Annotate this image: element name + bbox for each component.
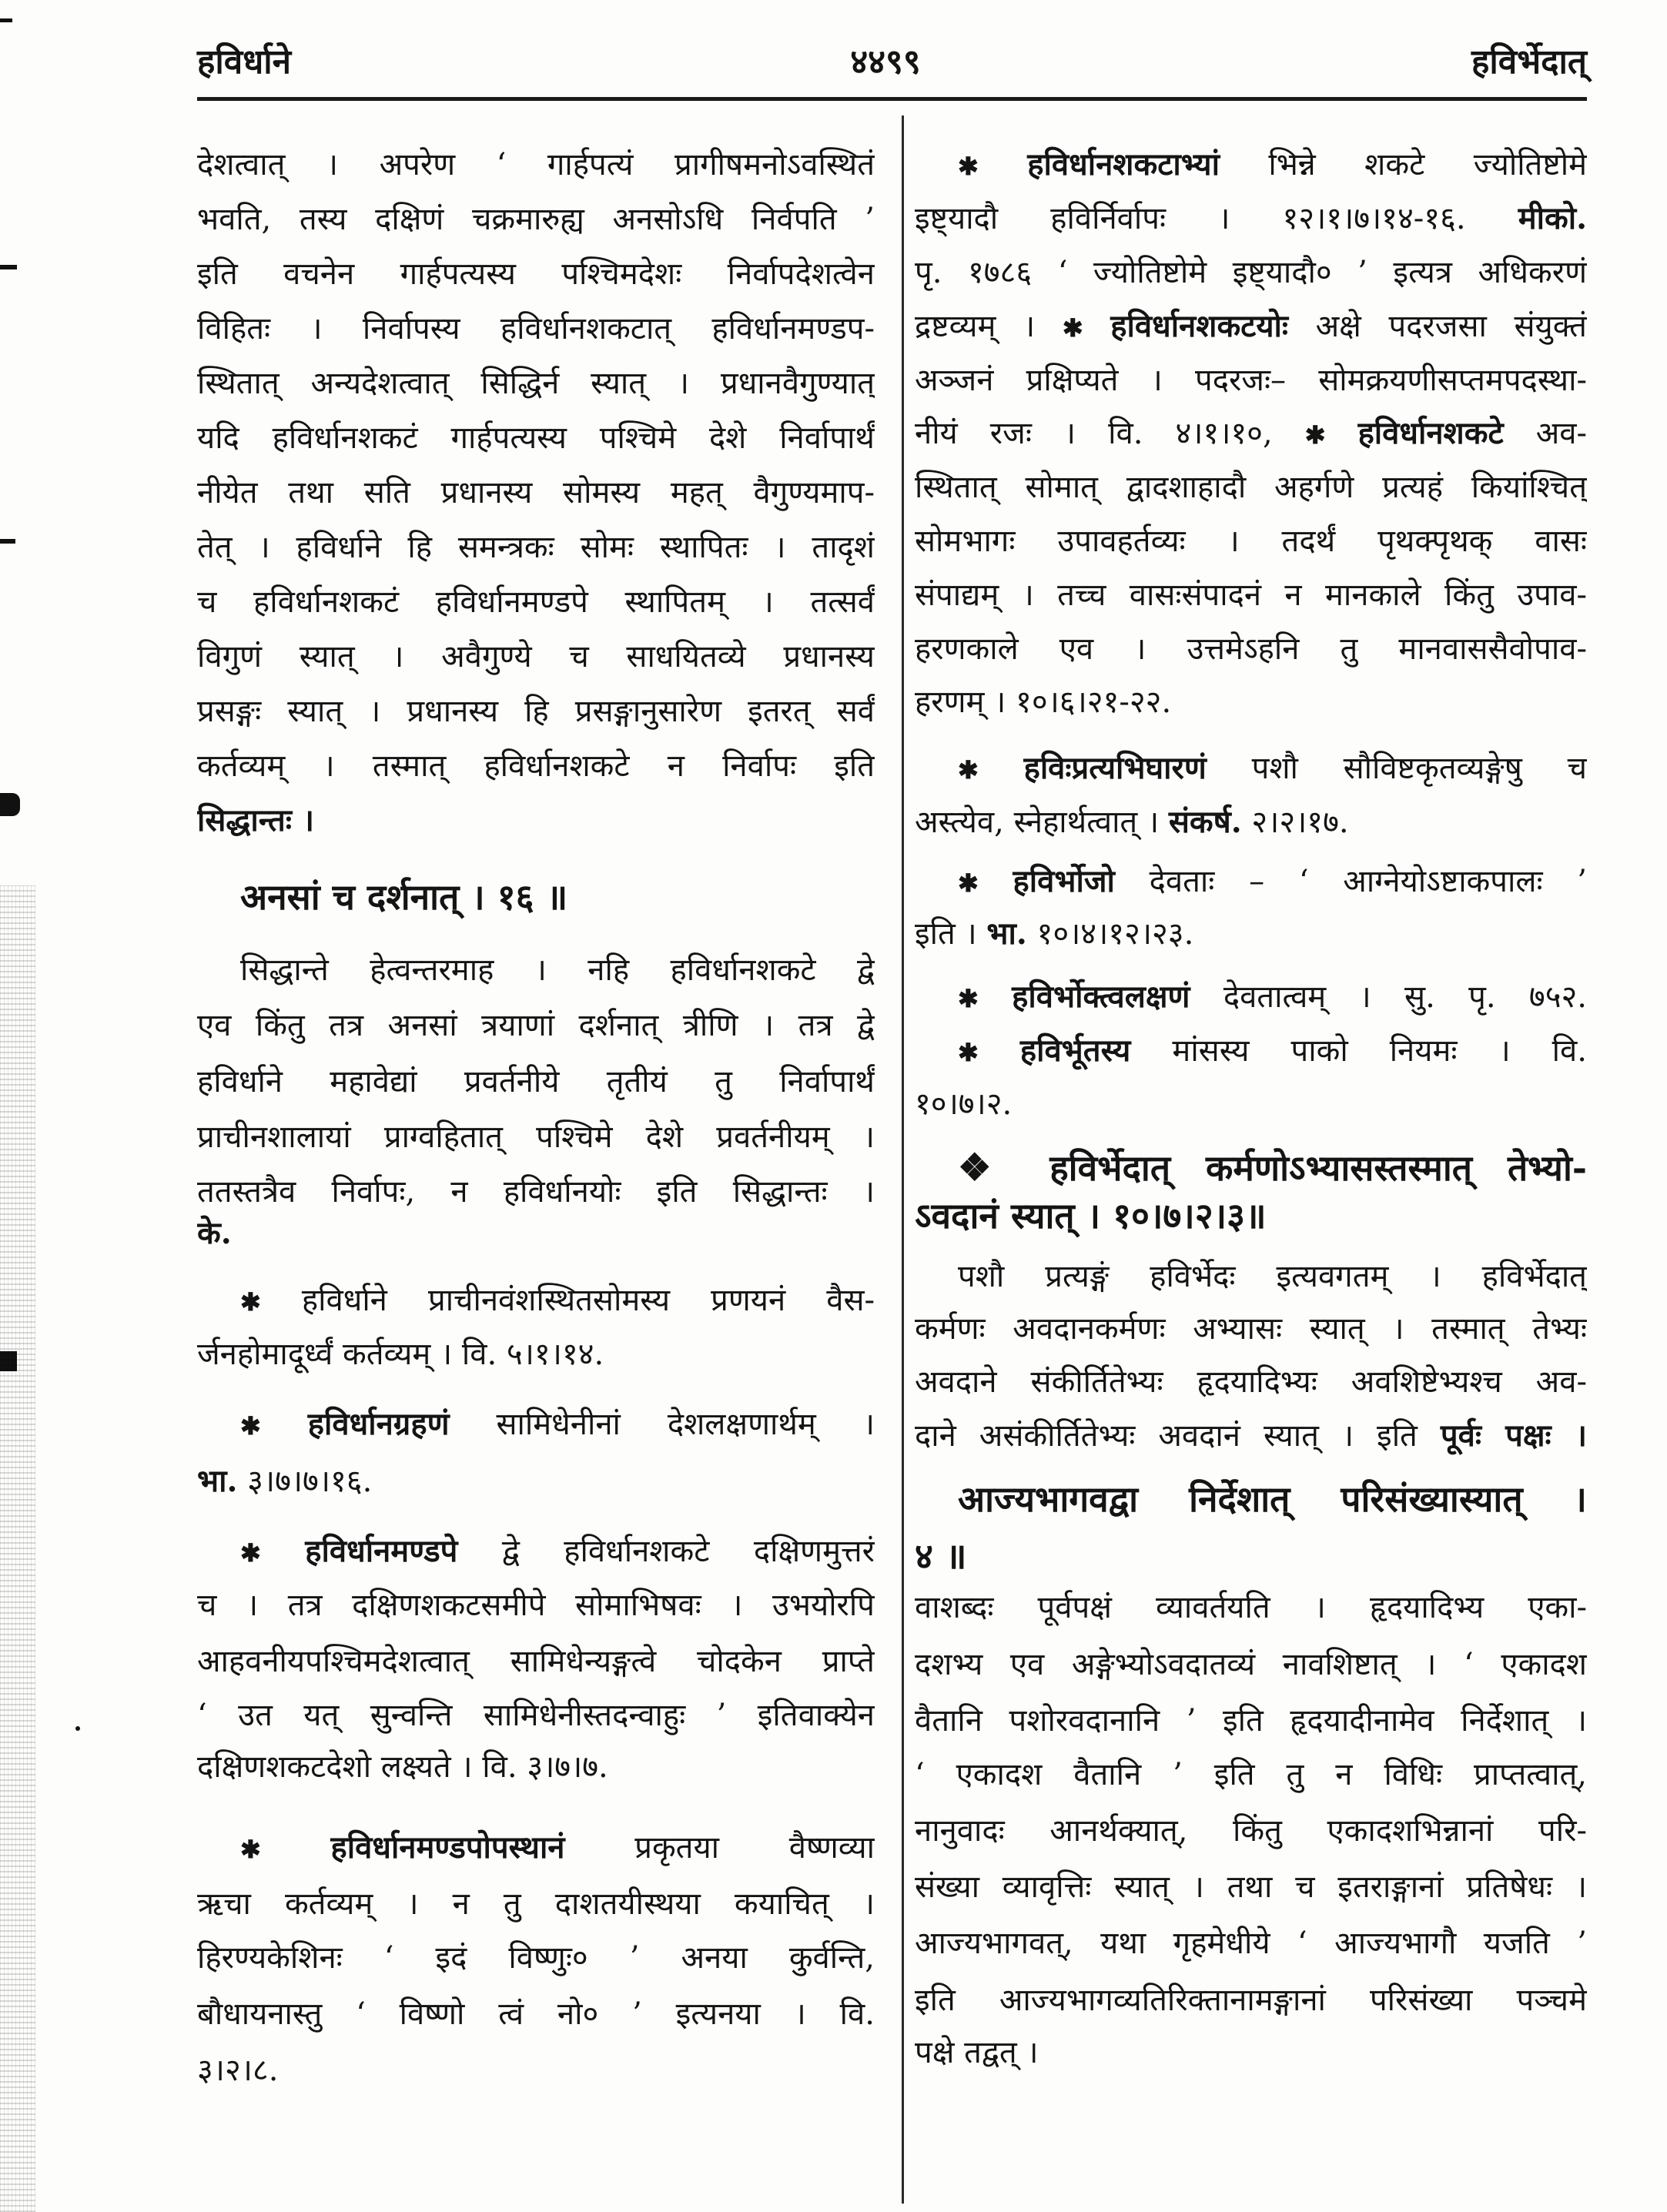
text-line: स्थितात् सोमात् द्वादशाहादौ अहर्गणे प्रत्यहं कियांश्चित् [915, 470, 1587, 505]
text-line: पृ. १७८६ ‘ ज्योतिष्टोमे इष्ट्यादौ० ’ इत्यत्र अधिकरणं [915, 255, 1587, 290]
entry-headword: हविर्धानग्रहणं [307, 1406, 450, 1442]
scan-artifact [75, 1726, 80, 1731]
text-line: हरणकाले एव । उत्तमेऽहनि तु मानवाससैवोपाव- [915, 631, 1587, 667]
text-line: बौधायनास्तु ‘ विष्णो त्वं नो० ’ इत्यनया । वि. [197, 1996, 875, 2032]
entry-text: पशौ सौविष्टकृतव्यङ्गेषु च [1251, 751, 1587, 786]
source-abbreviation: भा. [197, 1463, 238, 1499]
entry-text: नीयं रजः । वि. ४।१।१०, [915, 416, 1273, 451]
entry-text: इष्ट्यादौ हविर्निर्वापः । १२।१।७।१४-१६. [915, 201, 1466, 236]
entry-text: देवताः – ‘ आग्नेयोऽष्टाकपालः ’ [1149, 864, 1587, 899]
scan-artifact [0, 539, 15, 544]
reference-number: २।२।१७. [1251, 805, 1349, 840]
scan-edge-noise [0, 885, 35, 2212]
source-abbreviation: भा. [986, 915, 1027, 952]
text-line [915, 798, 1587, 847]
sutra-line: ४ ॥ [915, 1535, 967, 1577]
text-line: पशौ प्रत्यङ्गं हविर्भेदः इत्यवगतम् । हविर्भेदात् [958, 1259, 1587, 1294]
text-line: इति आज्यभागव्यतिरिक्तानामङ्गानां परिसंख्या पञ्चमे [915, 1983, 1587, 2018]
entry-headword: हविर्भोक्त्वलक्षणं [1012, 979, 1190, 1015]
entry-star-icon: ✱ [240, 1287, 261, 1317]
text-line: सोमभागः उपावहर्तव्यः । तदर्थं पृथक्पृथक् वासः [915, 524, 1587, 559]
entry-headword: हविर्धानशकटाभ्यां [1027, 146, 1220, 182]
entry-headword: हविर्भूतस्य [1019, 1032, 1131, 1069]
page-number: ४४९९ [850, 42, 921, 82]
entry-star-icon: ✱ [958, 984, 979, 1013]
text-line: नीयेत तथा सति प्रधानस्य सोमस्य महत् वैगुण्यमाप- [197, 475, 875, 510]
text-line: स्थितात् अन्यदेशत्वात् सिद्धिर्न स्यात् । प्रधानवैगुण्यात् [197, 366, 875, 401]
text-line [915, 409, 1587, 458]
entry-star-icon: ✱ [958, 152, 979, 181]
text-line: यदि हविर्धानशकटं गार्हपत्यस्य पश्चिमे देशे निर्वापार्थं [197, 420, 875, 456]
text-line: ततस्तत्रैव निर्वापः, न हविर्धानयोः इति सिद्धान्तः । [197, 1174, 875, 1210]
text-line: विहितः । निर्वापस्य हविर्धानशकटात् हविर्धानमण्डप- [197, 311, 875, 346]
text-line: १०।७।२. [915, 1086, 1013, 1122]
entry-headword: हविःप्रत्यभिघारणं [1023, 750, 1207, 786]
entry-text: अक्षे पदरजसा संयुक्तं [1315, 309, 1587, 344]
text-line: कर्मणः अवदानकर्मणः अभ्यासः स्यात् । तस्मात् तेभ्यः [915, 1311, 1587, 1347]
entry-text: अस्त्येव, स्नेहार्थत्वात् । [915, 805, 1160, 840]
purvapaksha-label: पूर्वः पक्षः । [1440, 1417, 1587, 1454]
entry-star-icon: ✱ [1062, 313, 1083, 343]
text-line: प्राचीनशालायां प्राग्वहितात् पश्चिमे देशे प्रवर्तनीयम् । [197, 1119, 875, 1155]
text-line: वैतानि पशोरवदानानि ’ इति हृदयादीनामेव निर्देशात् । [915, 1703, 1587, 1738]
reference-number: ३।७।७।१६. [247, 1464, 373, 1499]
entry-first-line [197, 1823, 875, 1872]
text-line: ऋचा कर्तव्यम् । न तु दाशतयीस्थया कयाचित् । [197, 1886, 875, 1922]
text-line [915, 302, 1587, 351]
text-line [197, 1457, 875, 1506]
entry-text: द्रष्टव्यम् । [915, 309, 1036, 344]
text-line: हविर्धाने महावेद्यां प्रवर्तनीये तृतीयं तु निर्वापार्थं [197, 1064, 875, 1099]
text-line: इति वचनेन गार्हपत्यस्य पश्चिमदेशः निर्वापदेशत्वेन [197, 256, 875, 292]
text-line [915, 1411, 1587, 1461]
entry-star-icon: ✱ [240, 1835, 261, 1864]
sutra-line: ऽवदानं स्यात् । १०।७।२।३॥ [915, 1195, 1267, 1237]
text-line: दशभ्य एव अङ्गेभ्योऽवदातव्यं नावशिष्टात् । ‘ एकादश [915, 1647, 1587, 1682]
entry-text: देवतात्वम् । सु. पृ. ७५२. [1223, 979, 1587, 1015]
text-line: संख्या व्यावृत्तिः स्यात् । तथा च इतराङ्गानां प्रतिषेधः । [915, 1869, 1587, 1905]
sutra-text: हविर्भेदात् कर्मणोऽभ्यासस्तस्मात् तेभ्यो- [1049, 1147, 1587, 1189]
left-column [197, 0, 875, 2212]
text-line: तेत् । हविर्धाने हि समन्त्रकः सोमः स्थापितः । तादृशं [197, 530, 875, 565]
entry-star-icon: ✱ [240, 1411, 261, 1441]
text-line: अवदाने संकीर्तितेभ्यः हृदयादिभ्यः अवशिष्टेभ्यश्च अव- [915, 1364, 1587, 1400]
text-line: ३।२।८. [197, 2053, 279, 2088]
text-line: आहवनीयपश्चिमदेशत्वात् सामिधेन्यङ्गत्वे चोदकेन प्राप्ते [197, 1644, 875, 1679]
text-line: विगुणं स्यात् । अवैगुण्ये च साधयितव्ये प्रधानस्य [197, 639, 875, 674]
text-line: हरणम् । १०।६।२१-२२. [915, 684, 1172, 720]
sutra-line: अनसां च दर्शनात् । १६ ॥ [240, 876, 568, 918]
source-abbreviation: संकर्ष. [1168, 804, 1242, 840]
text-line: आज्यभागवत्, यथा गृहमेधीये ‘ आज्यभागौ यजति ’ [915, 1926, 1587, 1961]
text-line: अञ्जनं प्रक्षिप्यते । पदरजः– सोमक्रयणीसप्तमपदस्था- [915, 363, 1587, 398]
entry-first-line [197, 1276, 875, 1325]
text-line: भवति, तस्य दक्षिणं चक्रमारुह्य अनसोऽधि निर्वपति ’ [197, 202, 875, 237]
entry-first-line [915, 744, 1587, 793]
entry-first-line [915, 972, 1587, 1022]
text-line [915, 909, 1587, 959]
source-abbreviation: मीको. [1518, 200, 1587, 236]
text-line: सिद्धान्ते हेत्वन्तरमाह । नहि हविर्धानशकटे द्वे [240, 952, 875, 988]
text-line: च हविर्धानशकटं हविर्धानमण्डपे स्थापितम् । तत्सर्वं [197, 584, 875, 620]
text-line: ‘ एकादश वैतानि ’ इति तु न विधिः प्राप्तत्वात्, [915, 1757, 1587, 1792]
column-divider [902, 115, 904, 2204]
source-abbreviation: के. [197, 1215, 232, 1251]
entry-text: अव- [1535, 416, 1587, 451]
running-head-left: हविर्धाने [197, 42, 292, 82]
text-line: र्जनहोमादूर्ध्वं कर्तव्यम् । वि. ५।१।१४. [197, 1337, 604, 1372]
entry-headword: हविर्धानमण्डपे [305, 1533, 458, 1569]
sutra-line: आज्यभागवद्वा निर्देशात् परिसंख्यास्यात् । [958, 1478, 1587, 1520]
sutra-mark-icon: ❖ [958, 1146, 1015, 1190]
text-line: वाशब्दः पूर्वपक्षं व्यावर्तयति । हृदयादिभ्य एका- [915, 1590, 1587, 1625]
entry-first-line [197, 1527, 875, 1576]
sutra-line [915, 1143, 1587, 1193]
text-line: नानुवादः आनर्थक्यात्, किंतु एकादशभिन्नानां परि- [915, 1813, 1587, 1849]
entry-text: दाने असंकीर्तितेभ्यः अवदानं स्यात् । इति [915, 1418, 1418, 1454]
text-line: सिद्धान्तः । [197, 802, 315, 838]
entry-star-icon: ✱ [958, 1038, 979, 1067]
entry-headword: हविर्धानमण्डपोपस्थानं [330, 1829, 565, 1866]
entry-first-line [915, 140, 1587, 189]
text-line: एव किंतु तत्र अनसां त्रयाणां दर्शनात् त्रीणि । तत्र द्वे [197, 1008, 875, 1043]
scan-artifact [0, 793, 20, 816]
entry-text: भिन्ने शकटे ज्योतिष्टोमे [1268, 147, 1587, 182]
text-line: हिरण्यकेशिनः ‘ इदं विष्णुः० ’ अनया कुर्वन्ति, [197, 1940, 875, 1976]
text-line: संपाद्यम् । तच्च वासःसंपादनं न मानकाले किंतु उपाव- [915, 577, 1587, 613]
entry-first-line [915, 857, 1587, 906]
text-line: दक्षिणशकटदेशो लक्ष्यते । वि. ३।७।७. [197, 1749, 608, 1785]
entry-headword: हविर्धानशकटे [1357, 415, 1504, 451]
entry-first-line [915, 1026, 1587, 1076]
text-line: ‘ उत यत् सुन्वन्ति सामिधेनीस्तदन्वाहुः ’ इतिवाक्येन [197, 1698, 875, 1733]
entry-text: सामिधेनीनां देशलक्षणार्थम् । [496, 1407, 875, 1442]
entry-star-icon: ✱ [958, 868, 979, 898]
entry-headword: हविर्धानशकटयोः [1110, 308, 1288, 344]
text-line: प्रसङ्गः स्यात् । प्रधानस्य हि प्रसङ्गानुसारेण इतरत् सर्वं [197, 694, 875, 729]
text-line: कर्तव्यम् । तस्मात् हविर्धानशकटे न निर्वापः इति [197, 748, 875, 784]
entry-headword: हविर्भोजो [1013, 863, 1115, 899]
entry-star-icon: ✱ [240, 1538, 261, 1568]
reference-number: १०।४।१२।२३. [1036, 916, 1194, 952]
entry-headword: हविर्धाने [301, 1283, 387, 1318]
entry-text: इति । [915, 916, 977, 952]
entry-star-icon: ✱ [958, 755, 979, 785]
entry-text: द्वे हविर्धानशकटे दक्षिणमुत्तरं [501, 1534, 875, 1569]
scan-artifact [0, 18, 12, 22]
entry-text: प्रकृतया वैष्णव्या [634, 1830, 875, 1866]
text-line: देशत्वात् । अपरेण ‘ गार्हपत्यं प्रागीषमनोऽवस्थितं [197, 147, 875, 182]
entry-text: प्राचीनवंशस्थितसोमस्य प्रणयनं वैस- [427, 1283, 875, 1318]
entry-star-icon: ✱ [1304, 420, 1326, 450]
entry-text: मांसस्य पाको नियमः । वि. [1172, 1033, 1587, 1069]
right-column [915, 0, 1587, 2212]
text-line: च । तत्र दक्षिणशकटसमीपे सोमाभिषवः । उभयोरपि [197, 1588, 875, 1623]
scan-artifact [0, 265, 17, 269]
entry-first-line [197, 1400, 875, 1449]
text-line: पक्षे तद्वत् । [915, 2035, 1039, 2070]
running-head-right: हविर्भेदात् [1471, 42, 1587, 82]
text-line [915, 194, 1587, 243]
